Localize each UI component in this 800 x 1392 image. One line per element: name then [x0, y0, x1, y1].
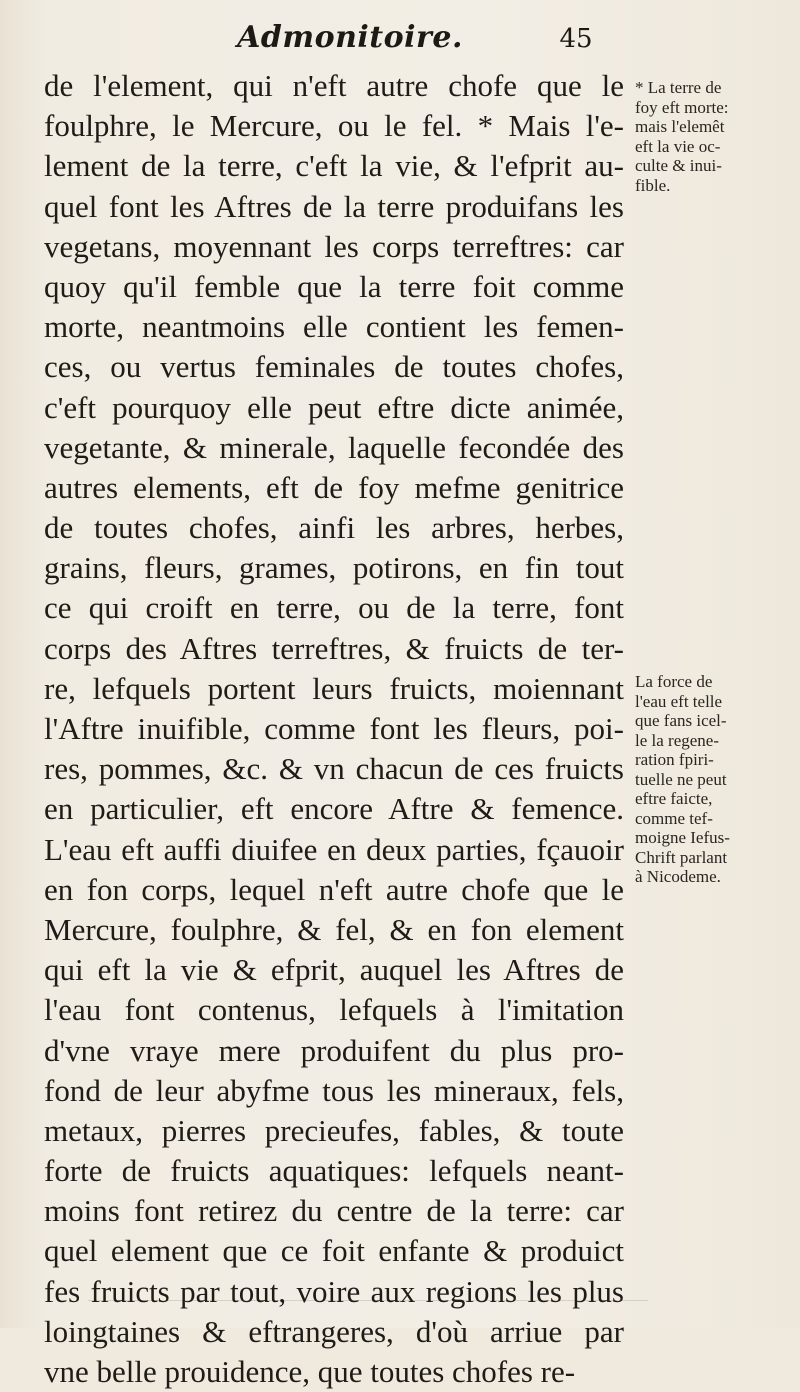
text-line: res, pommes, &c. & vn chacun de ces fruicts	[44, 751, 624, 787]
text-line: vne belle prouidence, que toutes chofes re-	[44, 1354, 576, 1389]
text-line: quoy qu'il femble que la terre foit comme	[44, 268, 624, 304]
text-line: moins font retirez du centre de la terre: car	[44, 1193, 624, 1229]
text-line: l'Aftre inuifible, comme font les fleurs, poi-	[44, 711, 624, 746]
page-bottom-edge	[88, 1300, 648, 1301]
text-line: ce qui croift en terre, ou de la terre, font	[44, 590, 624, 626]
text-line: qui eft la vie & efprit, auquel les Aftres de	[44, 952, 624, 988]
text-line: vegetante, & minerale, laquelle fecondée des	[44, 429, 624, 465]
running-title: Admonitoire.	[237, 20, 463, 55]
text-line: Mercure, foulphre, & fel, & en fon element	[44, 911, 624, 947]
text-line: de l'element, qui n'eft autre chofe que le	[44, 68, 624, 103]
note-line: eft la vie oc-	[635, 136, 721, 156]
margin-note-water	[635, 672, 787, 887]
margin-note-earth	[635, 78, 787, 195]
text-line: d'vne vraye mere produifent du plus pro-	[44, 1032, 624, 1068]
text-line: en particulier, eft encore Aftre & femence.	[44, 791, 624, 827]
note-line: Chrift parlant	[635, 847, 728, 867]
note-line: culte & inui-	[635, 156, 722, 175]
note-line: ration fpiri-	[635, 750, 714, 769]
note-line: l'eau eft telle	[635, 691, 723, 711]
note-line: eftre faicte,	[635, 789, 713, 808]
text-line: en fon corps, lequel n'eft autre chofe que le	[44, 871, 624, 907]
text-line: grains, fleurs, grames, potirons, en fin tout	[44, 550, 624, 586]
text-line: de toutes chofes, ainfi les arbres, herbes,	[44, 510, 624, 546]
text-line: lement de la terre, c'eft la vie, & l'efprit au-	[44, 148, 624, 184]
note-line: que fans icel-	[635, 711, 727, 730]
note-line: fible.	[635, 175, 671, 195]
running-head	[0, 16, 800, 60]
text-line: l'eau font contenus, lefquels à l'imitation	[44, 992, 624, 1028]
note-line: * La terre de	[635, 78, 722, 97]
note-line: moigne Iefus-	[635, 828, 730, 847]
text-line: loingtaines & eftrangeres, d'où arriue par	[44, 1313, 624, 1349]
text-line: fes fruicts par tout, voire aux regions les plus	[44, 1273, 624, 1309]
note-line: La force de	[635, 672, 713, 691]
note-line: foy eft morte:	[635, 97, 729, 117]
text-line: morte, neantmoins elle contient les femen-	[44, 309, 624, 345]
text-line: c'eft pourquoy elle peut eftre dicte animée,	[44, 389, 624, 425]
note-line: tuelle ne peut	[635, 769, 727, 789]
text-line: quel element que ce foit enfante & produict	[44, 1233, 624, 1269]
note-line: à Nicodeme.	[635, 867, 721, 886]
text-line: vegetans, moyennant les corps terreftres: car	[44, 228, 624, 264]
text-line: autres elements, eft de foy mefme genitrice	[44, 469, 624, 505]
note-line: comme tef-	[635, 808, 713, 828]
main-text-block	[44, 66, 624, 1392]
text-line: ces, ou vertus feminales de toutes chofes,	[44, 349, 624, 385]
text-line: L'eau eft auffi diuifee en deux parties, fçauoir	[44, 831, 624, 867]
text-line: metaux, pierres precieufes, fables, & toute	[44, 1112, 624, 1148]
text-line: re, lefquels portent leurs fruicts, moiennant	[44, 670, 624, 706]
text-line: foulphre, le Mercure, ou le fel. * Mais l'e-	[44, 108, 624, 144]
note-line: le la regene-	[635, 730, 719, 750]
text-line: fond de leur abyfme tous les mineraux, fels,	[44, 1072, 624, 1108]
page-number: 45	[559, 24, 593, 54]
text-line: corps des Aftres terreftres, & fruicts de ter-	[44, 630, 624, 666]
text-line: quel font les Aftres de la terre produifans les	[44, 188, 624, 224]
text-line: forte de fruicts aquatiques: lefquels neant-	[44, 1153, 624, 1189]
note-line: mais l'elemêt	[635, 117, 725, 136]
